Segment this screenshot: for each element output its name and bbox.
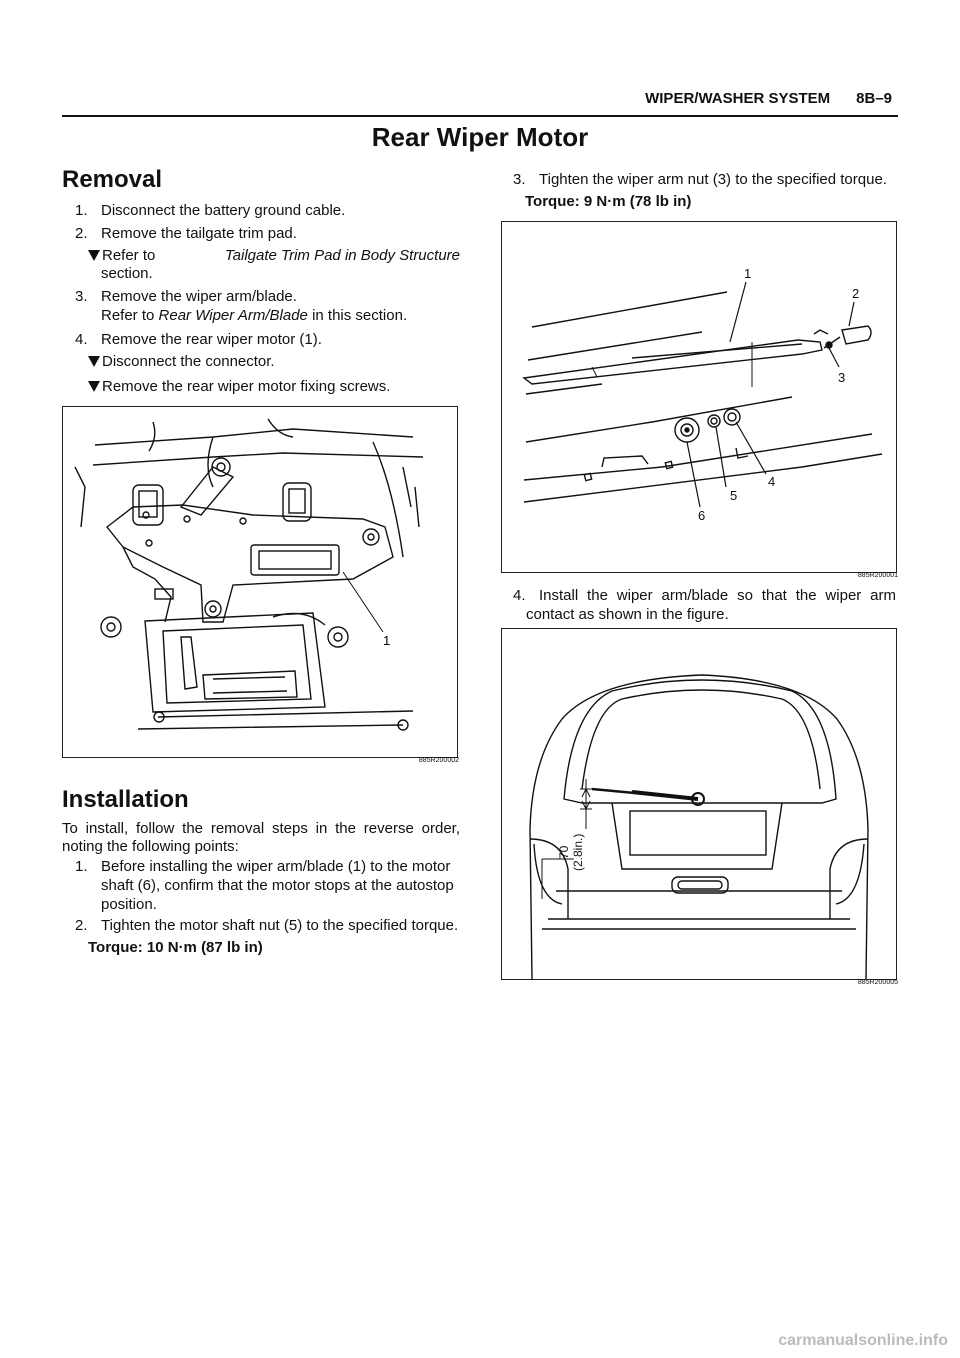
removal-step-2-note: Refer to Tailgate Trim Pad in Body Structure	[88, 246, 460, 266]
figure-code: 885R200005	[857, 979, 898, 986]
installation-step-1-cont2: position.	[101, 896, 157, 913]
installation-step-4: 4. Install the wiper arm/blade so that the wiper arm	[513, 587, 896, 604]
callout-5: 5	[730, 488, 738, 503]
watermark: carmanualsonline.info	[778, 1332, 948, 1349]
wiper-motor-illustration	[63, 407, 457, 757]
section-title: WIPER/WASHER SYSTEM	[645, 90, 831, 107]
vehicle-rear-illustration	[502, 629, 896, 979]
installation-step-1: 1. Before installing the wiper arm/blade (1) to the motor	[75, 858, 451, 875]
callout-4: 4	[768, 474, 776, 489]
callout-2: 2	[852, 286, 860, 301]
bullet-triangle-icon	[88, 356, 100, 367]
torque-spec-arm-nut: Torque: 9 N·m (78 lb in)	[525, 193, 692, 210]
installation-heading: Installation	[62, 786, 189, 813]
page-header	[645, 90, 892, 107]
installation-step-4-cont: contact as shown in the figure.	[526, 606, 729, 623]
installation-step-1-cont: shaft (6), confirm that the motor stops at the autostop	[101, 877, 454, 894]
installation-intro-cont: noting the following points:	[62, 838, 239, 855]
dimension-mm: 70	[557, 845, 571, 859]
dimension-in: (2.8in.)	[571, 833, 585, 871]
header-rule	[62, 115, 898, 117]
figure-wiper-motor-removal	[62, 406, 458, 758]
removal-step-3-note: Refer to Rear Wiper Arm/Blade in this section.	[101, 307, 408, 324]
removal-step-4: 4. Remove the rear wiper motor (1).	[75, 331, 322, 348]
page-title: Rear Wiper Motor	[371, 122, 589, 152]
bullet-triangle-icon	[88, 381, 100, 392]
callout-1: 1	[744, 266, 752, 281]
page-number: 8B–9	[856, 90, 892, 107]
installation-intro: To install, follow the removal steps in the reverse order,	[62, 820, 460, 837]
removal-step-1: 1. Disconnect the battery ground cable.	[75, 202, 346, 219]
figure-wiper-arm-parts	[501, 221, 897, 573]
installation-step-2: 2. Tighten the motor shaft nut (5) to the specified torque.	[75, 917, 459, 934]
callout-6: 6	[698, 508, 706, 523]
removal-step-2: 2. Remove the tailgate trim pad.	[75, 225, 297, 242]
torque-spec-shaft-nut: Torque: 10 N·m (87 lb in)	[88, 939, 263, 956]
removal-step-3: 3. Remove the wiper arm/blade.	[75, 288, 297, 305]
installation-step-3: 3. Tighten the wiper arm nut (3) to the specified torque.	[513, 171, 887, 188]
removal-step-4b: Remove the rear wiper motor fixing screws.	[88, 377, 390, 397]
removal-step-2-note-cont: section.	[101, 265, 153, 282]
callout-3: 3	[838, 370, 846, 385]
figure-code: 885R200001	[857, 572, 898, 579]
figure-wiper-position	[501, 628, 897, 980]
removal-step-4a: Disconnect the connector.	[88, 352, 275, 372]
removal-heading: Removal	[62, 166, 163, 193]
figure-code: 885R200002	[418, 757, 459, 764]
callout-1: 1	[383, 633, 391, 648]
wiper-arm-illustration	[502, 222, 896, 572]
bullet-triangle-icon	[88, 250, 100, 261]
